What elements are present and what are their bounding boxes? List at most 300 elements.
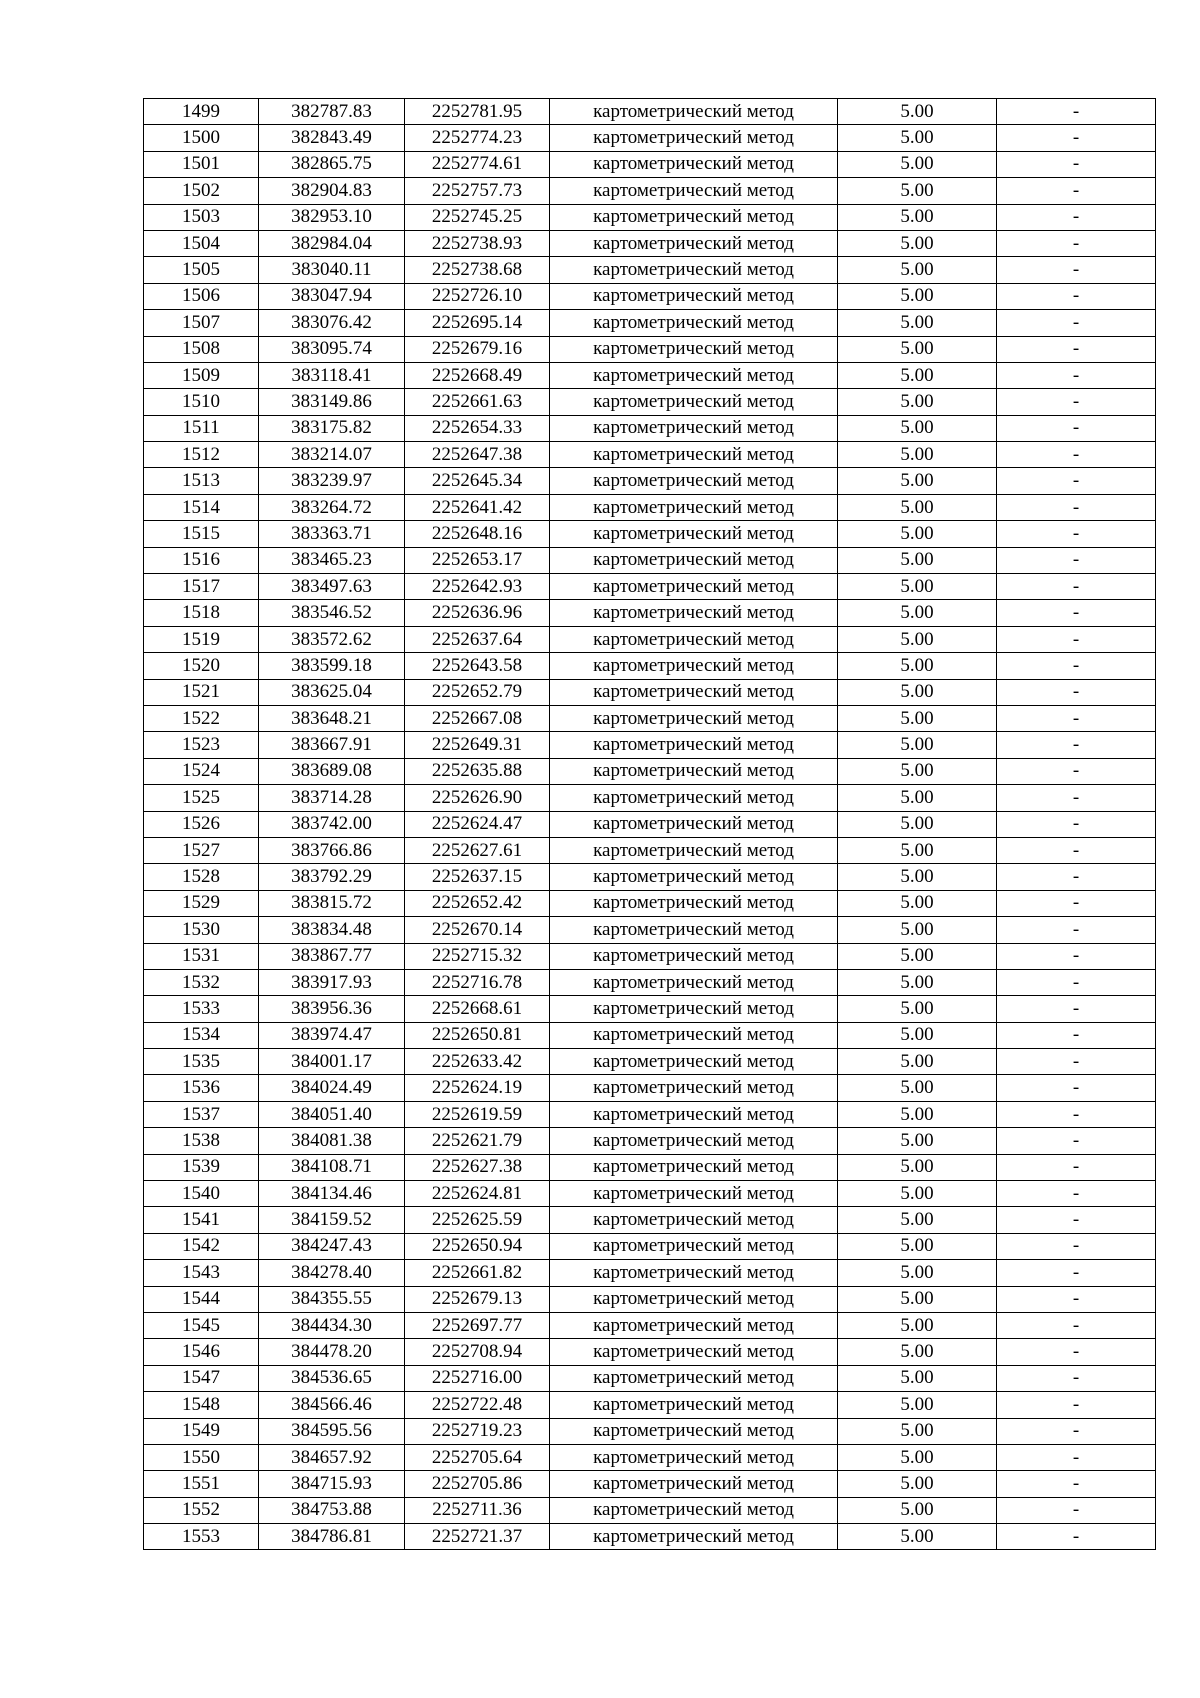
y-coordinate-cell: 2252641.42 <box>405 494 550 520</box>
table-row <box>144 1524 1156 1550</box>
x-coordinate-cell: 384355.55 <box>259 1286 405 1312</box>
y-coordinate-cell: 2252722.48 <box>405 1392 550 1418</box>
note-cell: - <box>997 468 1156 494</box>
table-row <box>144 1154 1156 1180</box>
method-cell: картометрический метод <box>550 600 838 626</box>
method-cell: картометрический метод <box>550 1128 838 1154</box>
table-row <box>144 864 1156 890</box>
method-cell: картометрический метод <box>550 178 838 204</box>
point-number-cell: 1548 <box>144 1392 259 1418</box>
x-coordinate-cell: 383095.74 <box>259 336 405 362</box>
y-coordinate-cell: 2252721.37 <box>405 1524 550 1550</box>
y-coordinate-cell: 2252619.59 <box>405 1101 550 1127</box>
x-coordinate-cell: 383175.82 <box>259 415 405 441</box>
accuracy-cell: 5.00 <box>838 943 997 969</box>
note-cell: - <box>997 547 1156 573</box>
x-coordinate-cell: 383974.47 <box>259 1022 405 1048</box>
point-number-cell: 1542 <box>144 1233 259 1259</box>
table-row <box>144 1260 1156 1286</box>
x-coordinate-cell: 383742.00 <box>259 811 405 837</box>
x-coordinate-cell: 382865.75 <box>259 151 405 177</box>
method-cell: картометрический метод <box>550 1286 838 1312</box>
accuracy-cell: 5.00 <box>838 732 997 758</box>
table-row <box>144 574 1156 600</box>
method-cell: картометрический метод <box>550 336 838 362</box>
method-cell: картометрический метод <box>550 415 838 441</box>
x-coordinate-cell: 383465.23 <box>259 547 405 573</box>
x-coordinate-cell: 383047.94 <box>259 283 405 309</box>
point-number-cell: 1538 <box>144 1128 259 1154</box>
accuracy-cell: 5.00 <box>838 917 997 943</box>
y-coordinate-cell: 2252726.10 <box>405 283 550 309</box>
point-number-cell: 1517 <box>144 574 259 600</box>
point-number-cell: 1519 <box>144 626 259 652</box>
y-coordinate-cell: 2252774.61 <box>405 151 550 177</box>
table-row <box>144 336 1156 362</box>
table-row <box>144 547 1156 573</box>
method-cell: картометрический метод <box>550 468 838 494</box>
accuracy-cell: 5.00 <box>838 547 997 573</box>
method-cell: картометрический метод <box>550 626 838 652</box>
y-coordinate-cell: 2252719.23 <box>405 1418 550 1444</box>
note-cell: - <box>997 653 1156 679</box>
note-cell: - <box>997 600 1156 626</box>
table-row <box>144 1497 1156 1523</box>
note-cell: - <box>997 1312 1156 1338</box>
x-coordinate-cell: 383815.72 <box>259 890 405 916</box>
x-coordinate-cell: 382984.04 <box>259 230 405 256</box>
y-coordinate-cell: 2252679.16 <box>405 336 550 362</box>
note-cell: - <box>997 1207 1156 1233</box>
note-cell: - <box>997 969 1156 995</box>
table-row <box>144 362 1156 388</box>
point-number-cell: 1523 <box>144 732 259 758</box>
accuracy-cell: 5.00 <box>838 125 997 151</box>
y-coordinate-cell: 2252637.64 <box>405 626 550 652</box>
point-number-cell: 1540 <box>144 1181 259 1207</box>
point-number-cell: 1522 <box>144 705 259 731</box>
note-cell: - <box>997 125 1156 151</box>
point-number-cell: 1508 <box>144 336 259 362</box>
accuracy-cell: 5.00 <box>838 178 997 204</box>
note-cell: - <box>997 1444 1156 1470</box>
table-row <box>144 837 1156 863</box>
method-cell: картометрический метод <box>550 1207 838 1233</box>
note-cell: - <box>997 917 1156 943</box>
method-cell: картометрический метод <box>550 547 838 573</box>
point-number-cell: 1520 <box>144 653 259 679</box>
note-cell: - <box>997 494 1156 520</box>
accuracy-cell: 5.00 <box>838 415 997 441</box>
point-number-cell: 1545 <box>144 1312 259 1338</box>
accuracy-cell: 5.00 <box>838 811 997 837</box>
point-number-cell: 1513 <box>144 468 259 494</box>
table-row <box>144 442 1156 468</box>
accuracy-cell: 5.00 <box>838 336 997 362</box>
point-number-cell: 1552 <box>144 1497 259 1523</box>
point-number-cell: 1546 <box>144 1339 259 1365</box>
y-coordinate-cell: 2252642.93 <box>405 574 550 600</box>
x-coordinate-cell: 384108.71 <box>259 1154 405 1180</box>
x-coordinate-cell: 383497.63 <box>259 574 405 600</box>
table-row <box>144 890 1156 916</box>
y-coordinate-cell: 2252745.25 <box>405 204 550 230</box>
y-coordinate-cell: 2252627.38 <box>405 1154 550 1180</box>
accuracy-cell: 5.00 <box>838 1207 997 1233</box>
method-cell: картометрический метод <box>550 1339 838 1365</box>
note-cell: - <box>997 415 1156 441</box>
accuracy-cell: 5.00 <box>838 1181 997 1207</box>
x-coordinate-cell: 384566.46 <box>259 1392 405 1418</box>
note-cell: - <box>997 1418 1156 1444</box>
method-cell: картометрический метод <box>550 969 838 995</box>
method-cell: картометрический метод <box>550 864 838 890</box>
note-cell: - <box>997 890 1156 916</box>
note-cell: - <box>997 1286 1156 1312</box>
point-number-cell: 1515 <box>144 521 259 547</box>
y-coordinate-cell: 2252652.42 <box>405 890 550 916</box>
x-coordinate-cell: 384247.43 <box>259 1233 405 1259</box>
point-number-cell: 1547 <box>144 1365 259 1391</box>
y-coordinate-cell: 2252633.42 <box>405 1049 550 1075</box>
note-cell: - <box>997 204 1156 230</box>
table-row <box>144 99 1156 125</box>
y-coordinate-cell: 2252652.79 <box>405 679 550 705</box>
point-number-cell: 1514 <box>144 494 259 520</box>
x-coordinate-cell: 384024.49 <box>259 1075 405 1101</box>
table-row <box>144 230 1156 256</box>
accuracy-cell: 5.00 <box>838 283 997 309</box>
x-coordinate-cell: 383599.18 <box>259 653 405 679</box>
table-row <box>144 283 1156 309</box>
x-coordinate-cell: 383214.07 <box>259 442 405 468</box>
x-coordinate-cell: 383834.48 <box>259 917 405 943</box>
y-coordinate-cell: 2252774.23 <box>405 125 550 151</box>
accuracy-cell: 5.00 <box>838 494 997 520</box>
method-cell: картометрический метод <box>550 362 838 388</box>
y-coordinate-cell: 2252637.15 <box>405 864 550 890</box>
table-row <box>144 1471 1156 1497</box>
note-cell: - <box>997 1049 1156 1075</box>
x-coordinate-cell: 383689.08 <box>259 758 405 784</box>
table-row <box>144 1286 1156 1312</box>
point-number-cell: 1500 <box>144 125 259 151</box>
point-number-cell: 1505 <box>144 257 259 283</box>
method-cell: картометрический метод <box>550 917 838 943</box>
method-cell: картометрический метод <box>550 204 838 230</box>
table-row <box>144 1339 1156 1365</box>
table-row <box>144 811 1156 837</box>
accuracy-cell: 5.00 <box>838 890 997 916</box>
y-coordinate-cell: 2252738.93 <box>405 230 550 256</box>
method-cell: картометрический метод <box>550 1392 838 1418</box>
point-number-cell: 1509 <box>144 362 259 388</box>
table-row <box>144 1444 1156 1470</box>
note-cell: - <box>997 1075 1156 1101</box>
point-number-cell: 1507 <box>144 310 259 336</box>
table-row <box>144 1181 1156 1207</box>
point-number-cell: 1544 <box>144 1286 259 1312</box>
note-cell: - <box>997 362 1156 388</box>
method-cell: картометрический метод <box>550 811 838 837</box>
y-coordinate-cell: 2252621.79 <box>405 1128 550 1154</box>
x-coordinate-cell: 383264.72 <box>259 494 405 520</box>
y-coordinate-cell: 2252697.77 <box>405 1312 550 1338</box>
table-row <box>144 969 1156 995</box>
x-coordinate-cell: 384657.92 <box>259 1444 405 1470</box>
x-coordinate-cell: 382843.49 <box>259 125 405 151</box>
table-row <box>144 626 1156 652</box>
point-number-cell: 1535 <box>144 1049 259 1075</box>
point-number-cell: 1531 <box>144 943 259 969</box>
note-cell: - <box>997 257 1156 283</box>
y-coordinate-cell: 2252716.00 <box>405 1365 550 1391</box>
note-cell: - <box>997 151 1156 177</box>
y-coordinate-cell: 2252645.34 <box>405 468 550 494</box>
method-cell: картометрический метод <box>550 442 838 468</box>
method-cell: картометрический метод <box>550 230 838 256</box>
note-cell: - <box>997 1022 1156 1048</box>
table-row <box>144 178 1156 204</box>
accuracy-cell: 5.00 <box>838 600 997 626</box>
x-coordinate-cell: 383867.77 <box>259 943 405 969</box>
coordinates-table-body <box>144 99 1156 1550</box>
point-number-cell: 1534 <box>144 1022 259 1048</box>
point-number-cell: 1536 <box>144 1075 259 1101</box>
x-coordinate-cell: 382904.83 <box>259 178 405 204</box>
method-cell: картометрический метод <box>550 310 838 336</box>
y-coordinate-cell: 2252636.96 <box>405 600 550 626</box>
note-cell: - <box>997 1233 1156 1259</box>
note-cell: - <box>997 1181 1156 1207</box>
x-coordinate-cell: 382953.10 <box>259 204 405 230</box>
note-cell: - <box>997 996 1156 1022</box>
table-row <box>144 917 1156 943</box>
y-coordinate-cell: 2252695.14 <box>405 310 550 336</box>
table-row <box>144 389 1156 415</box>
x-coordinate-cell: 383546.52 <box>259 600 405 626</box>
y-coordinate-cell: 2252625.59 <box>405 1207 550 1233</box>
x-coordinate-cell: 383625.04 <box>259 679 405 705</box>
note-cell: - <box>997 389 1156 415</box>
note-cell: - <box>997 521 1156 547</box>
note-cell: - <box>997 1154 1156 1180</box>
point-number-cell: 1533 <box>144 996 259 1022</box>
accuracy-cell: 5.00 <box>838 626 997 652</box>
point-number-cell: 1499 <box>144 99 259 125</box>
accuracy-cell: 5.00 <box>838 1286 997 1312</box>
accuracy-cell: 5.00 <box>838 230 997 256</box>
accuracy-cell: 5.00 <box>838 837 997 863</box>
table-row <box>144 600 1156 626</box>
point-number-cell: 1516 <box>144 547 259 573</box>
y-coordinate-cell: 2252705.64 <box>405 1444 550 1470</box>
accuracy-cell: 5.00 <box>838 468 997 494</box>
x-coordinate-cell: 383572.62 <box>259 626 405 652</box>
y-coordinate-cell: 2252624.47 <box>405 811 550 837</box>
x-coordinate-cell: 384715.93 <box>259 1471 405 1497</box>
method-cell: картометрический метод <box>550 653 838 679</box>
method-cell: картометрический метод <box>550 99 838 125</box>
y-coordinate-cell: 2252650.81 <box>405 1022 550 1048</box>
note-cell: - <box>997 811 1156 837</box>
x-coordinate-cell: 384081.38 <box>259 1128 405 1154</box>
x-coordinate-cell: 384051.40 <box>259 1101 405 1127</box>
x-coordinate-cell: 384595.56 <box>259 1418 405 1444</box>
x-coordinate-cell: 383917.93 <box>259 969 405 995</box>
x-coordinate-cell: 383792.29 <box>259 864 405 890</box>
x-coordinate-cell: 383363.71 <box>259 521 405 547</box>
accuracy-cell: 5.00 <box>838 389 997 415</box>
accuracy-cell: 5.00 <box>838 1418 997 1444</box>
table-row <box>144 257 1156 283</box>
point-number-cell: 1529 <box>144 890 259 916</box>
accuracy-cell: 5.00 <box>838 1444 997 1470</box>
accuracy-cell: 5.00 <box>838 1312 997 1338</box>
accuracy-cell: 5.00 <box>838 653 997 679</box>
y-coordinate-cell: 2252650.94 <box>405 1233 550 1259</box>
x-coordinate-cell: 383667.91 <box>259 732 405 758</box>
x-coordinate-cell: 384278.40 <box>259 1260 405 1286</box>
accuracy-cell: 5.00 <box>838 679 997 705</box>
point-number-cell: 1503 <box>144 204 259 230</box>
accuracy-cell: 5.00 <box>838 1075 997 1101</box>
accuracy-cell: 5.00 <box>838 257 997 283</box>
accuracy-cell: 5.00 <box>838 1392 997 1418</box>
method-cell: картометрический метод <box>550 574 838 600</box>
accuracy-cell: 5.00 <box>838 1049 997 1075</box>
y-coordinate-cell: 2252738.68 <box>405 257 550 283</box>
note-cell: - <box>997 574 1156 600</box>
table-row <box>144 1049 1156 1075</box>
method-cell: картометрический метод <box>550 125 838 151</box>
point-number-cell: 1532 <box>144 969 259 995</box>
y-coordinate-cell: 2252715.32 <box>405 943 550 969</box>
table-row <box>144 1128 1156 1154</box>
note-cell: - <box>997 310 1156 336</box>
table-row <box>144 125 1156 151</box>
method-cell: картометрический метод <box>550 1049 838 1075</box>
x-coordinate-cell: 384786.81 <box>259 1524 405 1550</box>
table-row <box>144 1418 1156 1444</box>
y-coordinate-cell: 2252716.78 <box>405 969 550 995</box>
accuracy-cell: 5.00 <box>838 996 997 1022</box>
method-cell: картометрический метод <box>550 494 838 520</box>
note-cell: - <box>997 837 1156 863</box>
y-coordinate-cell: 2252661.82 <box>405 1260 550 1286</box>
y-coordinate-cell: 2252781.95 <box>405 99 550 125</box>
x-coordinate-cell: 383766.86 <box>259 837 405 863</box>
accuracy-cell: 5.00 <box>838 521 997 547</box>
y-coordinate-cell: 2252647.38 <box>405 442 550 468</box>
method-cell: картометрический метод <box>550 1312 838 1338</box>
table-row <box>144 732 1156 758</box>
y-coordinate-cell: 2252679.13 <box>405 1286 550 1312</box>
x-coordinate-cell: 384159.52 <box>259 1207 405 1233</box>
table-row <box>144 653 1156 679</box>
x-coordinate-cell: 382787.83 <box>259 99 405 125</box>
y-coordinate-cell: 2252711.36 <box>405 1497 550 1523</box>
x-coordinate-cell: 384434.30 <box>259 1312 405 1338</box>
note-cell: - <box>997 1471 1156 1497</box>
note-cell: - <box>997 442 1156 468</box>
accuracy-cell: 5.00 <box>838 969 997 995</box>
table-row <box>144 785 1156 811</box>
note-cell: - <box>997 1128 1156 1154</box>
point-number-cell: 1512 <box>144 442 259 468</box>
point-number-cell: 1527 <box>144 837 259 863</box>
point-number-cell: 1511 <box>144 415 259 441</box>
method-cell: картометрический метод <box>550 996 838 1022</box>
note-cell: - <box>997 943 1156 969</box>
table-row <box>144 1233 1156 1259</box>
note-cell: - <box>997 283 1156 309</box>
note-cell: - <box>997 626 1156 652</box>
accuracy-cell: 5.00 <box>838 1260 997 1286</box>
x-coordinate-cell: 384536.65 <box>259 1365 405 1391</box>
y-coordinate-cell: 2252648.16 <box>405 521 550 547</box>
method-cell: картометрический метод <box>550 1260 838 1286</box>
y-coordinate-cell: 2252624.19 <box>405 1075 550 1101</box>
point-number-cell: 1525 <box>144 785 259 811</box>
point-number-cell: 1521 <box>144 679 259 705</box>
y-coordinate-cell: 2252643.58 <box>405 653 550 679</box>
point-number-cell: 1550 <box>144 1444 259 1470</box>
coordinates-table <box>143 98 1156 1550</box>
accuracy-cell: 5.00 <box>838 1497 997 1523</box>
y-coordinate-cell: 2252708.94 <box>405 1339 550 1365</box>
method-cell: картометрический метод <box>550 837 838 863</box>
note-cell: - <box>997 785 1156 811</box>
accuracy-cell: 5.00 <box>838 574 997 600</box>
accuracy-cell: 5.00 <box>838 151 997 177</box>
y-coordinate-cell: 2252653.17 <box>405 547 550 573</box>
method-cell: картометрический метод <box>550 1233 838 1259</box>
method-cell: картометрический метод <box>550 389 838 415</box>
table-row <box>144 758 1156 784</box>
accuracy-cell: 5.00 <box>838 785 997 811</box>
method-cell: картометрический метод <box>550 1471 838 1497</box>
point-number-cell: 1553 <box>144 1524 259 1550</box>
method-cell: картометрический метод <box>550 1418 838 1444</box>
method-cell: картометрический метод <box>550 257 838 283</box>
note-cell: - <box>997 1524 1156 1550</box>
table-row <box>144 1207 1156 1233</box>
accuracy-cell: 5.00 <box>838 1339 997 1365</box>
note-cell: - <box>997 679 1156 705</box>
accuracy-cell: 5.00 <box>838 204 997 230</box>
method-cell: картометрический метод <box>550 1444 838 1470</box>
accuracy-cell: 5.00 <box>838 1022 997 1048</box>
point-number-cell: 1541 <box>144 1207 259 1233</box>
y-coordinate-cell: 2252670.14 <box>405 917 550 943</box>
method-cell: картометрический метод <box>550 1075 838 1101</box>
accuracy-cell: 5.00 <box>838 99 997 125</box>
accuracy-cell: 5.00 <box>838 1101 997 1127</box>
table-row <box>144 494 1156 520</box>
point-number-cell: 1506 <box>144 283 259 309</box>
point-number-cell: 1504 <box>144 230 259 256</box>
note-cell: - <box>997 705 1156 731</box>
x-coordinate-cell: 383076.42 <box>259 310 405 336</box>
method-cell: картометрический метод <box>550 1022 838 1048</box>
note-cell: - <box>997 230 1156 256</box>
accuracy-cell: 5.00 <box>838 442 997 468</box>
note-cell: - <box>997 1392 1156 1418</box>
method-cell: картометрический метод <box>550 1154 838 1180</box>
method-cell: картометрический метод <box>550 890 838 916</box>
point-number-cell: 1551 <box>144 1471 259 1497</box>
